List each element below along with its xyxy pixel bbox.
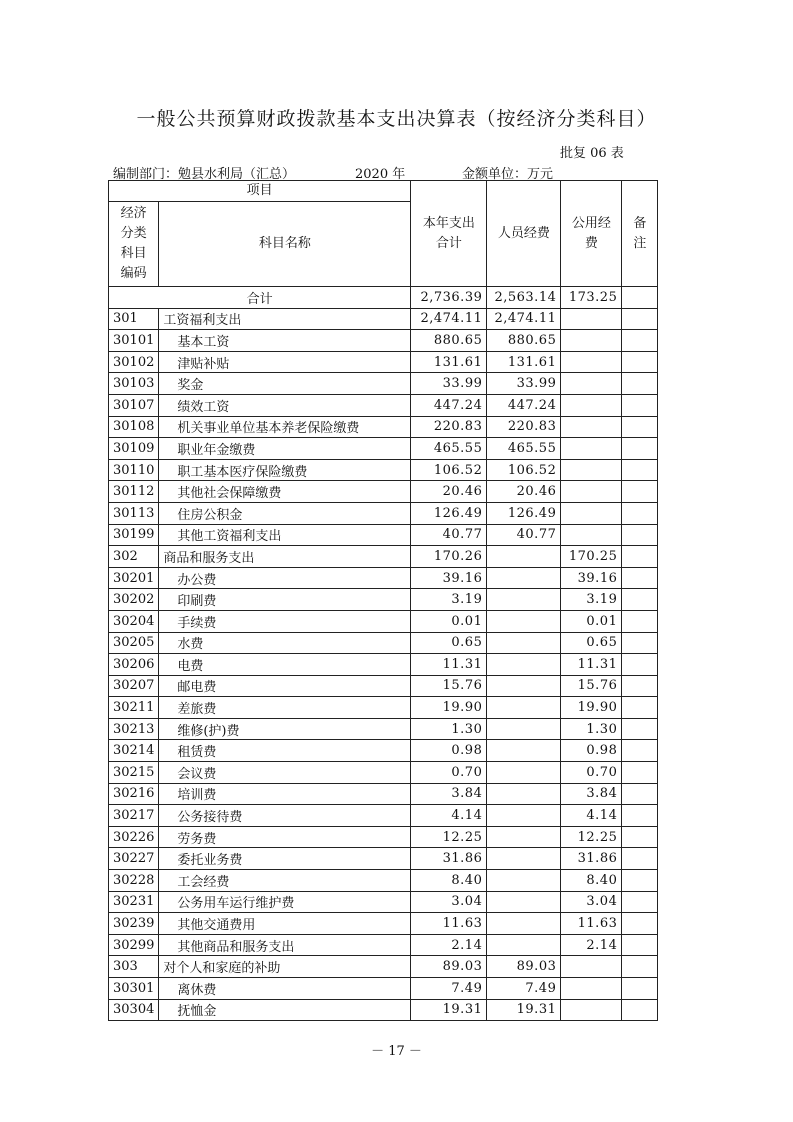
row-remark [622,762,658,784]
table-row [109,438,658,460]
row-name: 津贴补贴 [159,351,411,373]
row-public [561,373,622,395]
row-total: 31.86 [411,848,487,870]
row-remark [622,351,658,373]
row-public: 19.90 [561,697,622,719]
row-public [561,438,622,460]
row-code: 30110 [109,459,159,481]
row-public [561,308,622,330]
row-name: 机关事业单位基本养老保险缴费 [159,416,411,438]
table-row [109,610,658,632]
table-row [109,697,658,719]
row-code: 30113 [109,502,159,524]
table-row [109,783,658,805]
row-code: 303 [109,956,159,978]
row-name: 住房公积金 [159,502,411,524]
row-name: 手续费 [159,610,411,632]
table-row [109,805,658,827]
row-total: 2,474.11 [411,308,487,330]
row-name: 电费 [159,654,411,676]
row-public [561,394,622,416]
row-personnel: 220.83 [487,416,561,438]
table-row [109,524,658,546]
table-row [109,762,658,784]
row-public: 4.14 [561,805,622,827]
table-row [109,740,658,762]
row-remark [622,459,658,481]
row-remark [622,502,658,524]
row-code: 301 [109,308,159,330]
table-row [109,308,658,330]
row-total: 4.14 [411,805,487,827]
row-remark [622,330,658,352]
row-personnel: 7.49 [487,978,561,1000]
row-name: 基本工资 [159,330,411,352]
row-public: 12.25 [561,826,622,848]
table-row [109,589,658,611]
row-personnel [487,826,561,848]
row-name: 其他商品和服务支出 [159,934,411,956]
row-total: 8.40 [411,870,487,892]
row-code: 30231 [109,891,159,913]
table-row [109,891,658,913]
row-public: 170.25 [561,546,622,568]
row-code: 302 [109,546,159,568]
row-name: 委托业务费 [159,848,411,870]
row-remark [622,718,658,740]
row-remark [622,848,658,870]
table-row [109,934,658,956]
row-total: 2.14 [411,934,487,956]
row-personnel [487,783,561,805]
row-personnel [487,654,561,676]
row-public: 2.14 [561,934,622,956]
row-public [561,459,622,481]
row-personnel: 465.55 [487,438,561,460]
row-total: 20.46 [411,481,487,503]
row-code: 30112 [109,481,159,503]
row-name: 劳务费 [159,826,411,848]
row-public: 3.84 [561,783,622,805]
row-total: 33.99 [411,373,487,395]
row-public: 11.31 [561,654,622,676]
row-name: 印刷费 [159,589,411,611]
row-remark [622,524,658,546]
row-name: 商品和服务支出 [159,546,411,568]
row-total: 40.77 [411,524,487,546]
row-public [561,978,622,1000]
row-total: 447.24 [411,394,487,416]
row-name: 抚恤金 [159,999,411,1021]
row-code: 30103 [109,373,159,395]
row-public: 0.01 [561,610,622,632]
row-code: 30228 [109,870,159,892]
row-personnel [487,870,561,892]
row-public: 39.16 [561,567,622,589]
row-personnel [487,567,561,589]
row-remark [622,481,658,503]
table-row [109,502,658,524]
row-remark [622,589,658,611]
row-total: 89.03 [411,956,487,978]
table-row [109,351,658,373]
row-remark [622,373,658,395]
row-personnel [487,589,561,611]
total-row [109,287,658,309]
table-row [109,459,658,481]
amount-unit: 金额单位：万元 [462,167,554,182]
table-row [109,546,658,568]
row-code: 30214 [109,740,159,762]
page-number: － 17 － [371,1044,422,1059]
row-personnel [487,913,561,935]
table-row [109,481,658,503]
row-remark [622,675,658,697]
row-remark [622,654,658,676]
row-name: 职业年金缴费 [159,438,411,460]
row-remark [622,805,658,827]
total-remark [622,287,658,309]
row-name: 差旅费 [159,697,411,719]
header-name: 科目名称 [159,202,411,287]
row-remark [622,438,658,460]
row-total: 11.31 [411,654,487,676]
header-public: 公用经 费 [561,181,622,287]
row-public [561,956,622,978]
row-code: 30304 [109,999,159,1021]
header-remark: 备 注 [622,181,658,287]
row-public: 3.19 [561,589,622,611]
row-personnel [487,762,561,784]
fiscal-year: 2020 年 [355,167,406,182]
row-total: 0.98 [411,740,487,762]
row-remark [622,956,658,978]
row-name: 其他社会保障缴费 [159,481,411,503]
row-code: 30101 [109,330,159,352]
row-name: 绩效工资 [159,394,411,416]
row-public: 15.76 [561,675,622,697]
row-total: 12.25 [411,826,487,848]
table-row [109,999,658,1021]
row-public: 11.63 [561,913,622,935]
row-remark [622,610,658,632]
row-remark [622,783,658,805]
row-remark [622,999,658,1021]
row-personnel [487,805,561,827]
row-name: 水费 [159,632,411,654]
row-total: 1.30 [411,718,487,740]
table-row [109,956,658,978]
row-code: 30205 [109,632,159,654]
row-personnel: 33.99 [487,373,561,395]
row-personnel: 89.03 [487,956,561,978]
header-project: 项目 [109,181,411,202]
row-name: 培训费 [159,783,411,805]
row-code: 30239 [109,913,159,935]
row-personnel [487,675,561,697]
table-row [109,913,658,935]
row-public [561,524,622,546]
row-personnel [487,740,561,762]
row-public [561,416,622,438]
row-name: 其他工资福利支出 [159,524,411,546]
row-code: 30204 [109,610,159,632]
row-total: 3.84 [411,783,487,805]
row-personnel: 447.24 [487,394,561,416]
row-personnel [487,934,561,956]
table-row [109,675,658,697]
row-name: 奖金 [159,373,411,395]
row-total: 3.19 [411,589,487,611]
row-total: 880.65 [411,330,487,352]
row-code: 30202 [109,589,159,611]
row-total: 11.63 [411,913,487,935]
row-personnel [487,848,561,870]
row-code: 30107 [109,394,159,416]
row-personnel: 126.49 [487,502,561,524]
row-code: 30217 [109,805,159,827]
row-public [561,351,622,373]
row-total: 465.55 [411,438,487,460]
row-personnel: 20.46 [487,481,561,503]
row-total: 220.83 [411,416,487,438]
row-public: 3.04 [561,891,622,913]
row-public: 8.40 [561,870,622,892]
row-remark [622,546,658,568]
row-code: 30207 [109,675,159,697]
row-personnel: 880.65 [487,330,561,352]
row-personnel: 106.52 [487,459,561,481]
row-remark [622,740,658,762]
row-total: 126.49 [411,502,487,524]
row-remark [622,567,658,589]
header-total: 本年支出 合计 [411,181,487,287]
row-public [561,999,622,1021]
row-name: 维修(护)费 [159,718,411,740]
row-public: 0.65 [561,632,622,654]
row-remark [622,913,658,935]
table-row [109,870,658,892]
row-remark [622,632,658,654]
row-personnel [487,610,561,632]
row-total: 0.70 [411,762,487,784]
row-code: 30301 [109,978,159,1000]
row-total: 0.01 [411,610,487,632]
row-remark [622,891,658,913]
row-personnel [487,632,561,654]
row-name: 其他交通费用 [159,913,411,935]
total-personnel: 2,563.14 [487,287,561,309]
table-row [109,826,658,848]
row-name: 对个人和家庭的补助 [159,956,411,978]
row-personnel: 19.31 [487,999,561,1021]
row-code: 30215 [109,762,159,784]
row-name: 工资福利支出 [159,308,411,330]
row-code: 30201 [109,567,159,589]
header-personnel: 人员经费 [487,181,561,287]
row-total: 7.49 [411,978,487,1000]
row-name: 离休费 [159,978,411,1000]
table-row [109,567,658,589]
row-remark [622,978,658,1000]
row-personnel [487,891,561,913]
table-row [109,330,658,352]
row-remark [622,416,658,438]
row-code: 30299 [109,934,159,956]
row-total: 106.52 [411,459,487,481]
row-public: 0.98 [561,740,622,762]
table-row [109,978,658,1000]
row-code: 30108 [109,416,159,438]
table-row [109,394,658,416]
table-row [109,654,658,676]
total-public: 173.25 [561,287,622,309]
table-row [109,416,658,438]
row-personnel: 131.61 [487,351,561,373]
row-personnel [487,546,561,568]
row-personnel [487,697,561,719]
table-row [109,718,658,740]
row-remark [622,870,658,892]
row-code: 30102 [109,351,159,373]
row-personnel [487,718,561,740]
row-total: 3.04 [411,891,487,913]
table-row [109,848,658,870]
row-name: 职工基本医疗保险缴费 [159,459,411,481]
row-code: 30216 [109,783,159,805]
row-name: 工会经费 [159,870,411,892]
row-remark [622,308,658,330]
row-remark [622,697,658,719]
row-personnel: 40.77 [487,524,561,546]
row-remark [622,394,658,416]
row-public: 0.70 [561,762,622,784]
row-name: 租赁费 [159,740,411,762]
table-row [109,373,658,395]
row-name: 办公费 [159,567,411,589]
table-row [109,632,658,654]
budget-table [108,180,658,1021]
row-public [561,481,622,503]
row-total: 15.76 [411,675,487,697]
row-name: 公务用车运行维护费 [159,891,411,913]
header-code: 经济 分类 科目 编码 [109,202,159,287]
form-number: 批复 06 表 [560,146,624,161]
row-code: 30199 [109,524,159,546]
row-public [561,502,622,524]
total-amount: 2,736.39 [411,287,487,309]
row-code: 30227 [109,848,159,870]
row-code: 30211 [109,697,159,719]
document-title: 一般公共预算财政拨款基本支出决算表（按经济分类科目） [136,108,657,130]
row-code: 30109 [109,438,159,460]
row-code: 30213 [109,718,159,740]
row-remark [622,826,658,848]
compiling-department: 编制部门：勉县水利局（汇总） [113,167,296,182]
row-total: 0.65 [411,632,487,654]
row-public: 31.86 [561,848,622,870]
row-personnel: 2,474.11 [487,308,561,330]
row-public: 1.30 [561,718,622,740]
row-public [561,330,622,352]
row-total: 39.16 [411,567,487,589]
row-code: 30206 [109,654,159,676]
total-label: 合计 [109,287,411,309]
row-name: 公务接待费 [159,805,411,827]
row-remark [622,934,658,956]
row-total: 19.90 [411,697,487,719]
row-total: 131.61 [411,351,487,373]
row-name: 会议费 [159,762,411,784]
row-code: 30226 [109,826,159,848]
row-name: 邮电费 [159,675,411,697]
row-total: 19.31 [411,999,487,1021]
row-total: 170.26 [411,546,487,568]
